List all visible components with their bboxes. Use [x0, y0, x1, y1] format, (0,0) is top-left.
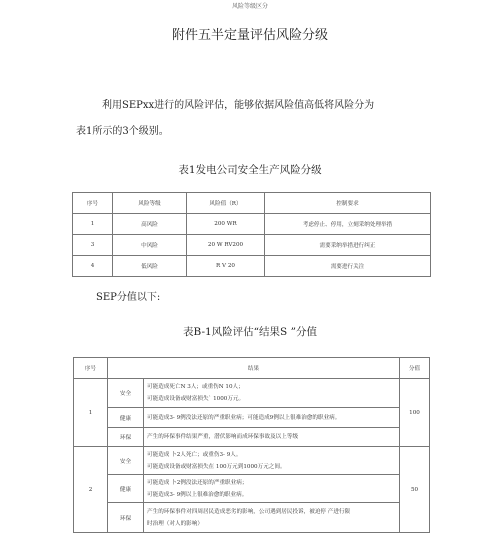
table-row [73, 235, 431, 256]
table-row [73, 214, 431, 235]
intro-line-2: 表1所示的3个级别。 [76, 126, 169, 137]
cell-no: 1 [74, 379, 108, 447]
col-header: 序号 [74, 358, 108, 379]
result-line: 可能造成 卜2人死亡；或重伤3- 9人。 [147, 451, 242, 458]
page-header: 风险等级区分 [231, 3, 268, 10]
cell-result [144, 379, 400, 408]
result-line: 可能造成3- 9例以上很难治愈的职业病。 [147, 491, 248, 498]
result-line: 可能造成设备或财富损失在 100万元到1000万元之间。 [147, 463, 286, 470]
table-row [74, 447, 430, 475]
result-line: 产生的环保事件结果严重，潜伏影响而成环保事故及以上等级 [147, 434, 299, 440]
cell-category: 健康 [108, 408, 144, 428]
cell-score: 50 [400, 447, 430, 533]
cell-category: 环保 [108, 428, 144, 447]
cell-no: 4 [73, 256, 113, 277]
cell-value: 20 W RV200 [187, 235, 265, 256]
cell-value: R V 20 [187, 256, 265, 277]
col-header: 风险值（R） [187, 193, 265, 214]
table-row [74, 428, 430, 447]
table-row [74, 408, 430, 428]
col-header: 序号 [73, 193, 113, 214]
cell-no: 1 [73, 214, 113, 235]
table-header-row [73, 193, 431, 214]
col-header: 风险等级 [113, 193, 187, 214]
table-row [74, 379, 430, 408]
cell-control: 需要采纳举措进行纠正 [265, 235, 431, 256]
cell-result [144, 408, 400, 428]
risk-level-table [72, 192, 431, 277]
cell-category: 环保 [108, 503, 144, 533]
table-row [74, 475, 430, 503]
cell-category: 安全 [108, 447, 144, 475]
col-header: 结果 [108, 358, 400, 379]
cell-score: 100 [400, 379, 430, 447]
consequence-score-table [73, 357, 430, 533]
cell-result [144, 475, 400, 503]
intro-line-1: 利用SEPxx进行的风险评估，能够依据风险值高低将风险分为 [102, 100, 375, 111]
table-row [74, 503, 430, 533]
table-header-row [74, 358, 430, 379]
cell-category: 安全 [108, 379, 144, 408]
cell-result [144, 428, 400, 447]
cell-control: 需要进行关注 [265, 256, 431, 277]
cell-result [144, 447, 400, 475]
table2-caption: 表B-1风险评估“结果S ”分值 [183, 326, 317, 338]
cell-level: 中风险 [113, 235, 187, 256]
col-header: 控制要求 [265, 193, 431, 214]
result-line: 可能造成 卜2例没法还原的严重职业病； [147, 479, 248, 486]
table1-caption: 表1发电公司安全生产风险分级 [178, 164, 322, 176]
cell-level: 低风险 [113, 256, 187, 277]
table-row [73, 256, 431, 277]
cell-level: 高风险 [113, 214, 187, 235]
cell-category: 健康 [108, 475, 144, 503]
col-header: 分值 [400, 358, 430, 379]
result-line: 可能造成3- 9例没法还原的严重职业病；可能造成9例以上很难治愈的职业病。 [147, 414, 341, 421]
result-line: 可能造成死亡N 3人；或重伤N 10人； [147, 384, 244, 390]
cell-no: 3 [73, 235, 113, 256]
result-line: 时治理（对人的影响） [147, 520, 203, 527]
sep-heading: SEP分值以下: [96, 292, 161, 303]
cell-result [144, 503, 400, 533]
page-title: 附件五半定量评估风险分级 [171, 28, 328, 43]
cell-value: 200 WR [187, 214, 265, 235]
result-line: 产生的环保事件对四周居民造成恶劣的影响，公司遇到居民投诉，被迫停 产进行限 [147, 508, 351, 515]
cell-control: 考虑停止、停用，立刻采纳处理举措 [265, 214, 431, 235]
result-line: 可能造成设备或财富损失` 1000万元。 [147, 396, 245, 402]
cell-no: 2 [74, 447, 108, 533]
